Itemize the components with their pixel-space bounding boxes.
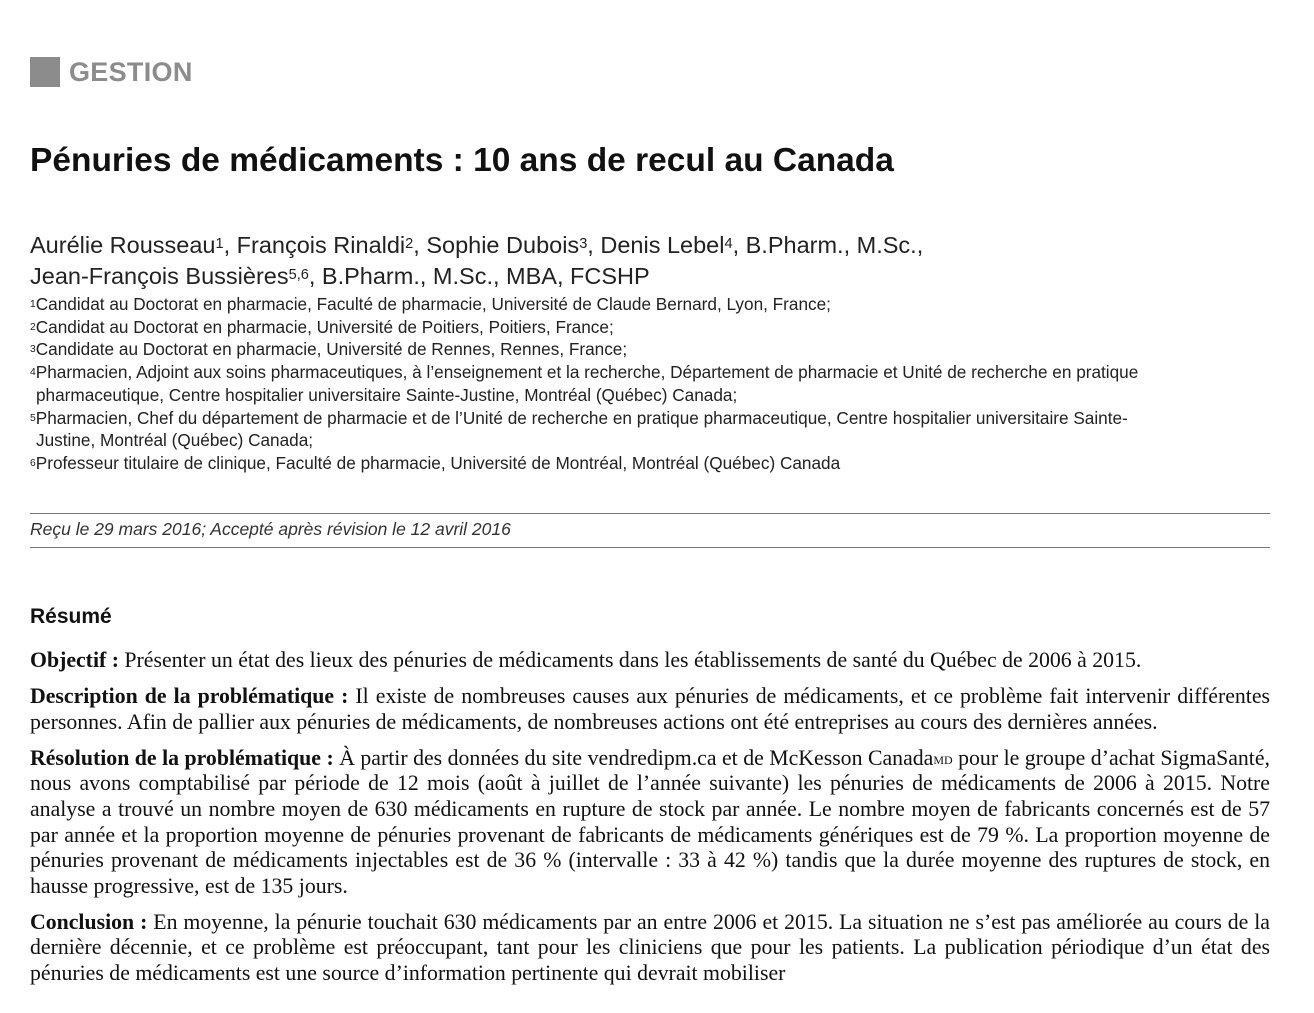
affiliation-number: 3: [30, 344, 36, 356]
affiliation-item: [30, 293, 1138, 316]
section-header: [30, 56, 193, 88]
abstract-heading: Résumé: [30, 605, 112, 628]
author-affiliation-ref: 3: [579, 236, 588, 252]
affiliation-item: [30, 316, 1138, 339]
affiliation-item: [30, 361, 1138, 384]
affiliation-item: [30, 407, 1138, 430]
paragraph-label: Conclusion :: [30, 909, 148, 934]
abstract-description: [30, 684, 1270, 735]
abstract-body: [30, 648, 1270, 997]
paragraph-text: Il existe de nombreuses causes aux pénuries de médicaments, et ce problème fait intervenir différentes personnes. Afin de pallier aux pénuries de médicaments, de nombreuses actions ont été entreprises au cours des dernières années.: [30, 684, 1270, 734]
author-name: Aurélie Rousseau: [30, 232, 216, 258]
affiliation-text: Pharmacien, Chef du département de pharmacie et de l’Unité de recherche en pratique pharmaceutique, Centre hospitalier universitaire Sainte-: [35, 407, 1128, 428]
author-name: François Rinaldi: [236, 232, 406, 258]
affiliation-number: 6: [30, 457, 36, 469]
author-credentials: , B.Pharm., M.Sc.,: [732, 232, 924, 258]
author-line-2: [30, 261, 923, 292]
affiliation-text: Professeur titulaire de clinique, Faculté de pharmacie, Université de Montréal, Montréal (Québec) Canada: [35, 452, 841, 473]
section-label: GESTION: [69, 56, 193, 87]
affiliation-text: pharmaceutique, Centre hospitalier universitaire Sainte-Justine, Montréal (Québec) Canada;: [36, 384, 738, 405]
article-title: Pénuries de médicaments : 10 ans de recul au Canada: [30, 142, 894, 179]
affiliation-text: Justine, Montréal (Québec) Canada;: [36, 430, 314, 451]
paragraph-label: Objectif :: [30, 648, 119, 672]
divider-top: [30, 513, 1270, 514]
author-name: Jean-François Bussières: [30, 263, 289, 289]
paragraph-text: En moyenne, la pénurie touchait 630 médicaments par an entre 2006 et 2015. La situation ne s’est pas améliorée au cours de la dernière décennie, et ce problème est préoccupant, tant pour les cliniciens que pour les patients. La publication périodique d’un état des pénuries de médicaments est une source d’information pertinente qui devrait mobiliser: [30, 909, 1270, 986]
affiliation-item: [30, 452, 1138, 475]
abstract-conclusion: [30, 910, 1270, 987]
author-separator: ,: [587, 232, 601, 258]
paragraph-text: pour le groupe d’achat SigmaSanté, nous avons comptabilisé par période de 12 mois (août à juillet de l’année suivante) les pénuries de médicaments de 2006 à 2015. Notre analyse a trouvé un nombre moyen de 630 médicaments en rupture de stock par année. Le nombre moyen de fabricants concernés est de 57 par année et la proportion moyenne de pénuries provenant de fabricants de médicaments génériques est de 79 %. La proportion moyenne de pénuries provenant de médicaments injectables est de 36 % (intervalle : 33 à 42 %) tandis que la durée moyenne des ruptures de stock, en hausse progressive, est de 135 jours.: [30, 745, 1270, 898]
affiliation-list: [30, 293, 1138, 475]
affiliation-item: [30, 338, 1138, 361]
affiliation-continuation: [30, 429, 1138, 452]
author-affiliation-ref: 2: [405, 236, 414, 252]
affiliation-continuation: [30, 384, 1138, 407]
author-line-1: [30, 230, 923, 261]
paragraph-text: À partir des données du site vendredipm.ca et de McKesson Canada: [333, 745, 934, 770]
author-separator: ,: [223, 232, 237, 258]
author-separator: ,: [413, 232, 427, 258]
author-list: [30, 230, 923, 292]
author-affiliation-ref: 4: [724, 236, 733, 252]
author-name: Denis Lebel: [600, 232, 725, 258]
affiliation-text: Candidate au Doctorat en pharmacie, Université de Rennes, Rennes, France;: [35, 339, 628, 360]
affiliation-text: Candidat au Doctorat en pharmacie, Université de Poitiers, Poitiers, France;: [35, 316, 614, 337]
affiliation-text: Pharmacien, Adjoint aux soins pharmaceutiques, à l’enseignement et la recherche, Département de pharmacie et Unité de recherche en pratique: [35, 362, 1139, 383]
author-affiliation-ref: 5,6: [288, 267, 309, 283]
author-name: Sophie Dubois: [426, 232, 580, 258]
affiliation-number: 1: [30, 299, 36, 310]
affiliation-number: 2: [30, 321, 36, 333]
author-affiliation-ref: 1: [215, 236, 224, 252]
divider-bottom: [30, 547, 1270, 548]
author-credentials: , B.Pharm., M.Sc., MBA, FCSHP: [308, 263, 650, 289]
affiliation-number: 5: [30, 412, 36, 424]
paragraph-label: Description de la problématique :: [30, 684, 349, 709]
affiliation-number: 4: [30, 367, 36, 379]
paragraph-label: Résolution de la problématique :: [30, 745, 334, 770]
section-marker-square: [30, 57, 60, 87]
affiliation-text: Candidat au Doctorat en pharmacie, Faculté de pharmacie, Université de Claude Bernard, Lyon, France;: [35, 294, 831, 314]
paragraph-text: Présenter un état des lieux des pénuries de médicaments dans les établissements de santé du Québec de 2006 à 2015.: [118, 648, 1142, 672]
received-dates: Reçu le 29 mars 2016; Accepté après révision le 12 avril 2016: [30, 519, 511, 539]
abstract-objectif: [30, 648, 1270, 674]
trademark-superscript: MD: [933, 752, 953, 767]
abstract-resolution: [30, 746, 1270, 900]
